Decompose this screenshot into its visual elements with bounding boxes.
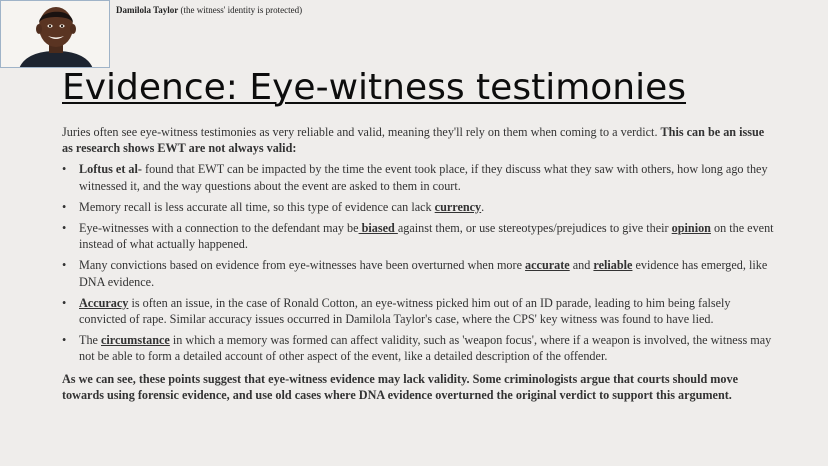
keyword-reliable: reliable [593, 258, 633, 273]
list-item-text: in which a memory was formed can affect validity, such as 'weapon focus', where if a weapon is involved, the witness may not be able to form a detailed account of other aspect of the event, like a detailed description of the offender. [79, 333, 772, 364]
bullet-icon: • [62, 221, 67, 236]
intro-paragraph [62, 124, 774, 156]
list-item [62, 332, 774, 364]
page-title: Evidence: Eye-witness testimonies [62, 67, 687, 108]
bullet-icon: • [62, 258, 67, 273]
caption-note: (the witness' identity is protected) [178, 5, 303, 15]
bullet-icon: • [62, 199, 67, 214]
list-item-text: Many convictions based on evidence from eye-witnesses have been overturned when more [79, 258, 526, 273]
list-item-text: evidence has emerged, like DNA evidence. [79, 258, 768, 289]
list-item-text: is often an issue, in the case of Ronald Cotton, an eye-witness picked him out of an ID parade, leading to him being falsely convicted of rape. Similar accuracy issues occurred in Damilola Taylor's case, where the CPS' key witness was found to have lied. [79, 295, 731, 327]
list-item [62, 161, 774, 193]
intro-bold-text: This can be an issue as research shows EWT are not always valid: [62, 125, 765, 156]
slide-body [62, 124, 774, 403]
list-item [62, 220, 774, 252]
list-item [62, 257, 774, 289]
list-item-text: on the event instead of what actually happened. [79, 221, 774, 252]
list-item-text: Memory recall is less accurate all time, so this type of evidence can lack [79, 199, 435, 214]
list-item [62, 199, 774, 215]
list-item-text: The [79, 333, 101, 348]
keyword-currency: currency [434, 199, 482, 214]
keyword-circumstance: circumstance [101, 333, 170, 348]
list-item-text: found that EWT can be impacted by the time the event took place, if they discuss what they saw with others, how long ago they witnessed it, and the way questions about the event are asked to them in court. [79, 162, 768, 193]
list-item-text: Eye-witnesses with a connection to the defendant may be [79, 221, 359, 236]
bullet-icon: • [62, 333, 67, 348]
list-item-text: and [569, 258, 594, 273]
portrait-photo [0, 0, 110, 68]
bullet-icon: • [62, 162, 67, 177]
keyword-opinion: opinion [671, 221, 711, 236]
loftus-label: Loftus et al- [79, 162, 142, 177]
list-item [62, 295, 774, 327]
conclusion-paragraph: As we can see, these points suggest that eye-witness evidence may lack validity. Some criminologists argue that courts should move towards using forensic evidence, and use old cases where DNA evidence overturned the original verdict to support this argument. [62, 371, 739, 402]
caption-name: Damilola Taylor [116, 5, 179, 15]
keyword-accurate: accurate [525, 258, 570, 273]
bullet-icon: • [62, 295, 67, 310]
intro-text: Juries often see eye-witness testimonies as very reliable and valid, meaning they'll rely on them when coming to a verdict. [62, 125, 661, 139]
keyword-accuracy: Accuracy [79, 295, 129, 310]
bullet-list [62, 161, 774, 364]
list-item-text: . [481, 199, 485, 214]
photo-caption [116, 4, 306, 16]
list-item-text: against them, or use stereotypes/prejudices to give their [397, 221, 672, 236]
keyword-biased: biased [358, 221, 398, 236]
portrait-image [1, 1, 110, 68]
